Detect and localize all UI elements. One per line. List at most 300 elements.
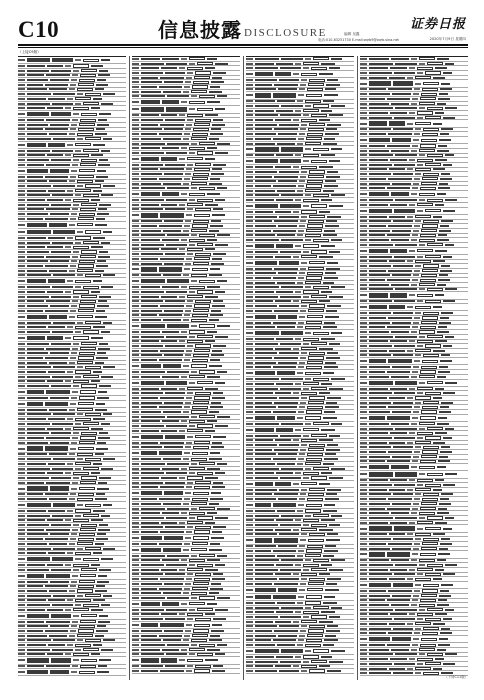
quantity-cell [83, 286, 99, 289]
amount-cell [439, 230, 451, 232]
investor-name-cell [369, 128, 391, 130]
table-row [18, 168, 126, 175]
type-cell [181, 376, 187, 378]
type-cell [295, 564, 301, 566]
investor-name-cell [141, 147, 160, 149]
row-number-cell [132, 95, 139, 97]
investor-name-cell [255, 458, 271, 460]
type-cell [299, 88, 305, 90]
type-cell [186, 442, 192, 444]
quantity-cell [194, 168, 210, 171]
type-cell [412, 460, 418, 462]
amount-cell [95, 180, 104, 182]
product-name-cell [278, 272, 297, 274]
type-cell [413, 595, 419, 597]
type-cell [77, 274, 83, 276]
row-number-cell [132, 653, 139, 655]
investor-name-cell [141, 397, 158, 399]
investor-name-cell [255, 611, 274, 613]
amount-cell [103, 366, 115, 368]
product-name-cell [50, 169, 69, 173]
amount-cell [443, 117, 455, 119]
header-rule-thin [18, 47, 468, 48]
investor-name-cell [141, 406, 157, 408]
type-cell [187, 665, 193, 667]
investor-name-cell [255, 411, 271, 413]
row-number-cell [360, 595, 367, 597]
investor-name-cell [255, 444, 277, 446]
row-number-cell [18, 231, 25, 233]
amount-cell [212, 258, 222, 260]
amount-cell [445, 107, 457, 109]
table-row [360, 582, 468, 589]
amount-cell [327, 124, 341, 126]
investor-name-cell [141, 609, 164, 611]
amount-cell [99, 159, 108, 161]
quantity-cell [415, 306, 431, 309]
amount-cell [101, 376, 113, 378]
product-name-cell [166, 152, 187, 154]
investor-name-cell [255, 326, 275, 328]
type-cell [411, 284, 417, 286]
type-cell [189, 152, 195, 154]
type-cell [72, 621, 78, 623]
row-number-cell [18, 533, 25, 535]
quantity-cell [85, 274, 101, 277]
quantity-cell [75, 552, 91, 555]
quantity-cell [313, 194, 329, 197]
product-name-cell [49, 315, 67, 319]
quantity-cell [79, 671, 95, 674]
investor-name-cell [255, 176, 272, 178]
investor-name-cell [369, 522, 388, 524]
amount-cell [324, 230, 335, 232]
product-name-cell [161, 340, 177, 342]
investor-name-cell [255, 583, 272, 585]
amount-cell [212, 350, 222, 352]
investor-name-cell [141, 364, 161, 368]
investor-name-cell [369, 432, 388, 434]
type-cell [412, 326, 418, 328]
investor-name-cell [141, 630, 162, 632]
type-cell [409, 294, 415, 296]
amount-cell [438, 187, 450, 189]
investor-name-cell [141, 192, 160, 196]
investor-name-cell [255, 204, 278, 208]
type-cell [191, 325, 197, 327]
investor-name-cell [369, 411, 390, 413]
investor-name-cell [141, 411, 161, 413]
investor-name-cell [141, 63, 164, 65]
investor-name-cell [141, 416, 165, 418]
type-cell [297, 234, 303, 236]
type-cell [293, 483, 299, 485]
quantity-cell [83, 330, 99, 333]
investor-name-cell [369, 244, 393, 246]
quantity-cell [73, 246, 89, 249]
investor-name-cell [27, 274, 51, 276]
investor-name-cell [369, 187, 385, 189]
amount-cell [210, 314, 223, 316]
product-name-cell [51, 432, 71, 434]
investor-name-cell [255, 244, 274, 248]
amount-cell [331, 148, 342, 150]
investor-name-cell [27, 397, 48, 399]
type-cell [189, 199, 195, 201]
product-name-cell [51, 251, 71, 253]
investor-name-cell [141, 199, 164, 201]
type-cell [184, 133, 190, 135]
type-cell [184, 225, 190, 227]
type-cell [75, 194, 81, 196]
quantity-cell [427, 62, 443, 65]
row-number-cell [360, 88, 367, 90]
quantity-cell [427, 154, 443, 157]
product-name-cell [52, 242, 73, 244]
quantity-cell [427, 381, 443, 384]
row-number-cell [246, 119, 253, 121]
row-number-cell [18, 635, 25, 637]
product-name-cell [163, 274, 181, 276]
quantity-cell [306, 410, 322, 413]
row-number-cell [132, 503, 139, 505]
product-name-cell [167, 324, 189, 328]
quantity-cell [192, 177, 208, 180]
investor-name-cell [27, 223, 47, 227]
product-name-cell [393, 538, 413, 540]
row-number-cell [246, 105, 253, 107]
quantity-cell [427, 288, 443, 291]
investor-name-cell [369, 145, 385, 147]
quantity-cell [189, 101, 205, 104]
amount-cell [210, 225, 223, 227]
row-number-cell [246, 510, 253, 512]
product-name-cell [278, 315, 297, 319]
type-cell [414, 590, 420, 592]
amount-cell [437, 604, 449, 606]
row-number-cell [246, 348, 253, 350]
amount-cell [96, 585, 105, 587]
quantity-cell [189, 559, 205, 562]
row-number-cell [246, 148, 253, 150]
type-cell [297, 143, 303, 145]
quantity-cell [421, 321, 437, 324]
product-name-cell [395, 107, 417, 109]
amount-cell [207, 286, 220, 288]
row-number-cell [246, 402, 253, 404]
product-name-cell [167, 597, 189, 599]
type-cell [415, 493, 421, 495]
row-number-cell [132, 463, 139, 465]
type-cell [409, 340, 415, 342]
row-number-cell [132, 365, 139, 367]
quantity-cell [309, 215, 325, 218]
product-name-cell [167, 508, 189, 510]
row-number-cell [360, 489, 367, 491]
investor-name-cell [255, 268, 272, 270]
quantity-cell [195, 618, 211, 621]
type-cell [75, 423, 81, 425]
type-cell [303, 661, 309, 663]
quantity-cell [194, 486, 210, 489]
product-name-cell [50, 533, 69, 535]
row-number-cell [132, 371, 139, 373]
product-name-cell [47, 154, 63, 156]
type-cell [186, 168, 192, 170]
investor-name-cell [369, 265, 391, 267]
investor-name-cell [141, 119, 163, 121]
row-number-cell [246, 504, 253, 506]
type-cell [407, 533, 413, 535]
row-number-cell [132, 468, 139, 470]
product-name-cell [46, 621, 70, 623]
amount-cell [103, 458, 115, 460]
investor-name-cell [27, 322, 51, 324]
row-number-cell [18, 376, 25, 378]
row-number-cell [132, 296, 139, 298]
investor-name-cell [255, 449, 272, 451]
amount-cell [441, 354, 450, 356]
investor-name-cell [255, 154, 274, 156]
amount-cell [101, 468, 113, 470]
quantity-cell [308, 356, 324, 359]
row-number-cell [132, 331, 139, 333]
quantity-cell [195, 208, 211, 211]
row-number-cell [246, 453, 253, 455]
product-name-cell [50, 625, 69, 627]
quantity-cell [79, 487, 95, 490]
investor-name-cell [141, 296, 159, 298]
row-number-cell [360, 350, 367, 352]
type-cell [297, 326, 303, 328]
amount-cell [207, 468, 220, 470]
row-number-cell [246, 154, 253, 156]
type-cell [419, 382, 425, 384]
investor-name-cell [141, 300, 163, 302]
investor-name-cell [255, 315, 276, 319]
type-cell [181, 603, 187, 605]
quantity-cell [77, 269, 93, 272]
quantity-cell [417, 111, 433, 114]
row-number-cell [18, 458, 25, 460]
amount-cell [95, 270, 104, 272]
row-number-cell [246, 362, 253, 364]
amount-cell [205, 522, 215, 524]
type-cell [417, 164, 423, 166]
amount-cell [207, 101, 220, 103]
product-name-cell [165, 665, 185, 667]
product-name-cell [277, 555, 295, 557]
quantity-cell [311, 295, 327, 298]
investor-name-cell [141, 531, 158, 533]
product-name-cell [392, 183, 411, 185]
type-cell [407, 668, 413, 670]
quantity-cell [421, 182, 437, 185]
table-row [132, 669, 240, 674]
table-row [246, 669, 354, 674]
row-number-cell [360, 508, 367, 510]
product-name-cell [161, 658, 177, 662]
row-number-cell [246, 291, 253, 293]
product-name-cell [393, 81, 413, 85]
investor-name-cell [141, 512, 160, 514]
investor-name-cell [255, 239, 279, 241]
product-name-cell [51, 614, 71, 618]
allocation-table [18, 50, 468, 680]
product-name-cell [280, 524, 301, 526]
product-name-cell [395, 288, 417, 290]
investor-name-cell [255, 105, 279, 107]
quantity-cell [194, 349, 210, 352]
investor-name-cell [369, 381, 393, 385]
amount-cell [327, 305, 341, 307]
amount-cell [98, 119, 107, 121]
quantity-cell [420, 599, 436, 602]
amount-cell [213, 208, 223, 210]
quantity-cell [83, 604, 99, 607]
product-name-cell [390, 613, 407, 615]
type-cell [65, 107, 71, 109]
amount-cell [209, 503, 219, 505]
row-number-cell [360, 366, 367, 368]
amount-cell [96, 357, 108, 359]
product-name-cell [50, 213, 69, 215]
table-row [246, 594, 354, 601]
row-number-cell [18, 625, 25, 627]
amount-cell [99, 432, 108, 434]
investor-name-cell [369, 293, 388, 297]
quantity-cell [422, 88, 438, 91]
row-number-cell [360, 67, 367, 69]
amount-cell [97, 533, 106, 535]
type-cell [295, 338, 301, 340]
investor-name-cell [255, 416, 275, 420]
type-cell [293, 211, 299, 213]
amount-cell [97, 124, 109, 126]
amount-cell [329, 67, 340, 69]
type-cell [189, 244, 195, 246]
type-cell [414, 317, 420, 319]
type-cell [419, 244, 425, 246]
quantity-cell [303, 428, 319, 431]
row-number-cell [360, 538, 367, 540]
row-number-cell [246, 73, 253, 75]
table-row [246, 243, 354, 250]
quantity-cell [187, 203, 203, 206]
row-number-cell [132, 319, 139, 321]
product-name-cell [387, 187, 410, 189]
quantity-cell [421, 139, 437, 142]
investor-name-cell [141, 564, 164, 566]
amount-cell [99, 477, 111, 479]
quantity-cell [197, 199, 213, 202]
quantity-cell [420, 553, 436, 556]
row-number-cell [360, 632, 367, 634]
investor-name-cell [369, 58, 389, 60]
amount-cell [99, 343, 108, 345]
type-cell [407, 623, 413, 625]
product-name-cell [281, 147, 303, 151]
row-number-cell [246, 256, 253, 258]
investor-name-cell [141, 107, 164, 111]
product-name-cell [393, 672, 413, 674]
investor-name-cell [27, 604, 50, 606]
quantity-cell [311, 342, 327, 345]
type-cell [301, 216, 307, 218]
investor-name-cell [27, 270, 47, 272]
type-cell [417, 117, 423, 119]
quantity-cell [309, 261, 325, 264]
investor-name-cell [369, 479, 388, 481]
product-name-cell [51, 569, 71, 571]
quantity-cell [427, 107, 443, 110]
type-cell [301, 444, 307, 446]
product-name-cell [167, 371, 189, 373]
amount-cell [440, 360, 452, 362]
amount-cell [91, 380, 100, 382]
amount-cell [91, 337, 103, 339]
type-cell [303, 388, 309, 390]
investor-name-cell [141, 435, 163, 439]
quantity-cell [83, 241, 99, 244]
investor-name-cell [369, 552, 385, 556]
table-row [132, 266, 240, 273]
product-name-cell [278, 545, 297, 547]
amount-cell [212, 531, 222, 533]
amount-cell [440, 88, 452, 90]
type-cell [297, 372, 303, 374]
row-number-cell [360, 210, 367, 212]
type-cell [69, 635, 75, 637]
product-name-cell [163, 91, 181, 93]
investor-name-cell [141, 225, 157, 227]
product-name-cell [51, 385, 71, 387]
investor-name-cell [369, 559, 389, 561]
type-cell [297, 602, 303, 604]
type-cell [412, 234, 418, 236]
quantity-cell [422, 450, 438, 453]
investor-name-cell [255, 607, 279, 609]
quantity-cell [194, 396, 210, 399]
investor-name-cell [255, 190, 275, 192]
row-number-cell [132, 397, 139, 399]
type-cell [300, 176, 306, 178]
row-number-cell [360, 376, 367, 378]
row-number-cell [360, 159, 367, 161]
product-name-cell [277, 371, 295, 375]
investor-name-cell [141, 86, 157, 88]
quantity-cell [81, 659, 97, 662]
quantity-cell [303, 564, 319, 567]
row-number-cell [132, 340, 139, 342]
quantity-cell [419, 604, 435, 607]
product-name-cell [278, 88, 297, 90]
row-number-cell [18, 286, 25, 288]
product-name-cell [392, 230, 411, 232]
row-number-cell [132, 472, 139, 474]
investor-name-cell [255, 498, 276, 500]
row-number-cell [360, 411, 367, 413]
type-cell [186, 578, 192, 580]
row-number-cell [18, 595, 25, 597]
product-name-cell [51, 159, 71, 161]
investor-name-cell [27, 482, 44, 484]
quantity-cell [419, 648, 435, 651]
quantity-cell [81, 113, 97, 116]
investor-name-cell [27, 564, 45, 566]
row-number-cell [18, 448, 25, 450]
table-row [360, 464, 468, 471]
